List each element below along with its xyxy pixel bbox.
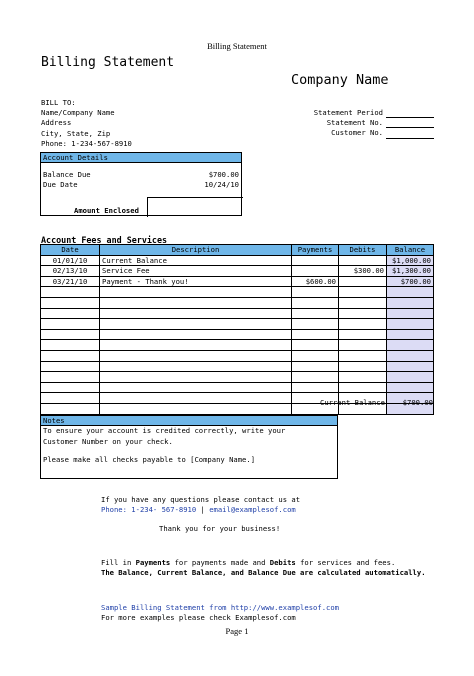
cell-debits[interactable] — [339, 382, 387, 393]
cell-debits[interactable] — [339, 372, 387, 383]
due-date-label: Due Date — [43, 180, 78, 189]
cell-description[interactable] — [100, 382, 292, 393]
cell-date[interactable] — [41, 319, 100, 330]
cell-debits[interactable] — [339, 255, 387, 266]
cell-balance[interactable]: $700.00 — [387, 276, 434, 287]
cell-balance[interactable] — [387, 350, 434, 361]
table-row — [41, 287, 434, 298]
col-payments-header: Payments — [292, 245, 339, 256]
cell-date[interactable] — [41, 361, 100, 372]
cell-balance[interactable] — [387, 287, 434, 298]
bill-to-address: Address — [41, 118, 72, 128]
col-description-header: Description — [100, 245, 292, 256]
notes-line-3: Please make all checks payable to [Company Name.] — [43, 455, 256, 464]
cell-payments[interactable] — [292, 287, 339, 298]
cell-date[interactable] — [41, 287, 100, 298]
cell-date[interactable] — [41, 308, 100, 319]
cell-payments[interactable] — [292, 255, 339, 266]
cell-date[interactable]: 02/13/10 — [41, 266, 100, 277]
cell-debits[interactable] — [339, 350, 387, 361]
cell-payments[interactable] — [292, 297, 339, 308]
cell-description[interactable] — [100, 361, 292, 372]
bill-to-phone: Phone: 1-234-567-8910 — [41, 138, 132, 148]
table-row — [41, 308, 434, 319]
cell-date[interactable] — [41, 372, 100, 383]
fees-header-row — [41, 245, 434, 256]
cell-description[interactable] — [100, 350, 292, 361]
cell-date[interactable]: 03/21/10 — [41, 276, 100, 287]
amount-enclosed-label: Amount Enclosed — [74, 206, 139, 215]
cell-debits[interactable] — [339, 329, 387, 340]
bill-to-city: City, State, Zip — [41, 128, 111, 138]
cell-balance[interactable]: $1,300.00 — [387, 266, 434, 277]
page-number: Page 1 — [225, 626, 249, 636]
instructions-text: for payments made and — [170, 558, 270, 567]
instructions-payments: Payments — [135, 558, 171, 567]
cell-payments[interactable] — [292, 266, 339, 277]
cell-date[interactable]: 01/01/10 — [41, 255, 100, 266]
fees-table — [40, 244, 434, 415]
cell-description[interactable] — [100, 287, 292, 298]
cell-balance[interactable] — [387, 372, 434, 383]
cell-date[interactable] — [41, 393, 100, 404]
document-title: Billing Statement — [41, 55, 175, 70]
statement-number-label: Statement No. — [326, 118, 383, 128]
instructions-debits: Debits — [269, 558, 296, 567]
table-row — [41, 276, 434, 287]
table-row — [41, 255, 434, 266]
page-header: Billing Statement — [207, 41, 267, 51]
account-details-box — [40, 152, 242, 216]
statement-period-label: Statement Period — [313, 108, 383, 117]
footer-more-text: For more examples please check Examplesof.com — [101, 613, 296, 622]
footer-sample-link[interactable]: Sample Billing Statement from http://www.examplesof.com — [101, 603, 339, 612]
customer-number-label: Customer No. — [331, 128, 383, 138]
cell-debits[interactable] — [339, 361, 387, 372]
bill-to-block — [41, 98, 132, 149]
balance-due-value: $700.00 — [208, 170, 239, 179]
due-date-value: 10/24/10 — [204, 180, 239, 189]
cell-description[interactable] — [100, 340, 292, 351]
cell-description[interactable] — [100, 329, 292, 340]
cell-description[interactable] — [100, 393, 292, 404]
cell-date[interactable] — [41, 297, 100, 308]
account-details-header: Account Details — [41, 153, 241, 163]
cell-description[interactable]: Current Balance — [100, 255, 292, 266]
cell-description[interactable]: Service Fee — [100, 266, 292, 277]
instructions-text: Fill in — [101, 558, 136, 567]
cell-balance[interactable] — [387, 308, 434, 319]
cell-payments[interactable] — [292, 308, 339, 319]
notes-box — [40, 415, 338, 479]
contact-phone: Phone: 1-234- 567-8910 — [101, 505, 197, 514]
col-date-header: Date — [41, 245, 100, 256]
cell-balance[interactable] — [387, 340, 434, 351]
statement-period-field[interactable] — [386, 109, 434, 118]
instructions-line-1 — [101, 558, 395, 567]
cell-debits[interactable] — [339, 276, 387, 287]
cell-payments[interactable] — [292, 372, 339, 383]
notes-header: Notes — [41, 416, 337, 426]
amount-enclosed-field[interactable] — [147, 197, 243, 217]
cell-date[interactable] — [41, 350, 100, 361]
cell-debits[interactable] — [339, 340, 387, 351]
notes-line-2: Customer Number on your check. — [43, 436, 173, 446]
cell-balance[interactable] — [387, 297, 434, 308]
bill-to-label: BILL TO: — [41, 98, 76, 107]
cell-date[interactable] — [41, 329, 100, 340]
customer-number-field[interactable] — [386, 130, 434, 139]
cell-date[interactable] — [41, 403, 100, 414]
fees-title: Account Fees and Services — [41, 235, 168, 245]
balance-due-label: Balance Due — [43, 170, 91, 179]
cell-description[interactable]: Payment - Thank you! — [100, 276, 292, 287]
bill-to-name: Name/Company Name — [41, 108, 115, 118]
cell-payments[interactable] — [292, 350, 339, 361]
contact-details — [101, 505, 296, 514]
table-row — [41, 372, 434, 383]
statement-info — [300, 108, 434, 139]
cell-description[interactable] — [100, 372, 292, 383]
cell-payments[interactable] — [292, 329, 339, 340]
table-row — [41, 350, 434, 361]
instructions-line-2: The Balance, Current Balance, and Balance Due are calculated automatically. — [101, 568, 426, 577]
cell-payments[interactable] — [292, 340, 339, 351]
cell-date[interactable] — [41, 382, 100, 393]
table-row — [41, 329, 434, 340]
cell-debits[interactable]: $300.00 — [339, 266, 387, 277]
contact-line: If you have any questions please contact us at — [101, 495, 301, 504]
cell-payments[interactable] — [292, 382, 339, 393]
cell-payments[interactable] — [292, 361, 339, 372]
cell-description[interactable] — [100, 403, 292, 414]
col-balance-header: Balance — [387, 245, 434, 256]
contact-separator: | — [200, 505, 205, 514]
cell-debits[interactable] — [339, 308, 387, 319]
thank-you-text: Thank you for your business! — [159, 524, 281, 533]
company-name: Company Name — [291, 72, 389, 88]
cell-date[interactable] — [41, 340, 100, 351]
cell-debits[interactable] — [339, 287, 387, 298]
table-row — [41, 382, 434, 393]
cell-payments[interactable]: $600.00 — [292, 276, 339, 287]
cell-balance[interactable]: $1,000.00 — [387, 255, 434, 266]
current-balance-label: Current Balance — [320, 398, 385, 407]
cell-balance[interactable] — [387, 382, 434, 393]
table-row — [41, 266, 434, 277]
cell-debits[interactable] — [339, 297, 387, 308]
cell-balance[interactable] — [387, 329, 434, 340]
notes-line-1: To ensure your account is credited correctly, write your — [43, 426, 286, 435]
current-balance-value: $700.00 — [402, 398, 433, 407]
table-row — [41, 297, 434, 308]
cell-description[interactable] — [100, 319, 292, 330]
cell-description[interactable] — [100, 297, 292, 308]
table-row — [41, 319, 434, 330]
cell-balance[interactable] — [387, 361, 434, 372]
cell-balance[interactable] — [387, 319, 434, 330]
cell-payments[interactable] — [292, 319, 339, 330]
instructions-text: for services and fees. — [295, 558, 396, 567]
col-debits-header: Debits — [339, 245, 387, 256]
cell-debits[interactable] — [339, 319, 387, 330]
statement-number-field[interactable] — [386, 119, 434, 128]
table-row — [41, 340, 434, 351]
contact-email[interactable]: email@examplesof.com — [209, 505, 296, 514]
cell-description[interactable] — [100, 308, 292, 319]
table-row — [41, 361, 434, 372]
